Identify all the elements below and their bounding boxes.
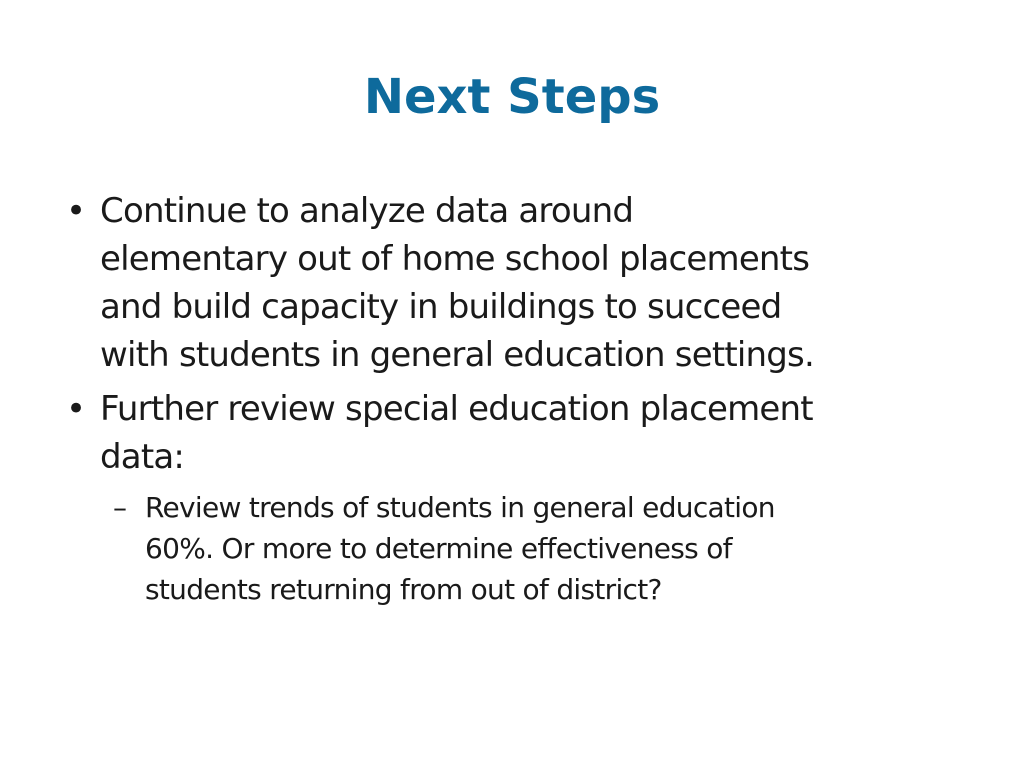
bullet-item xyxy=(60,187,970,379)
sub-bullet-text-line: Review trends of students in general education xyxy=(145,491,775,524)
bullet-text-line: and build capacity in buildings to succeed xyxy=(100,287,782,327)
bullet-text-line: Further review special education placement xyxy=(100,389,813,429)
bullet-text-line: Continue to analyze data around xyxy=(100,191,634,231)
sub-bullet-marker: – xyxy=(113,491,127,524)
bullet-text-line: elementary out of home school placements xyxy=(100,239,810,279)
bullet-text-line: with students in general education settings. xyxy=(100,335,814,375)
bullet-item xyxy=(60,385,970,481)
sub-bullet-text-line: students returning from out of district? xyxy=(145,573,662,606)
slide-title: Next Steps xyxy=(363,69,661,125)
sub-bullet-item xyxy=(60,487,970,610)
bullet-list xyxy=(60,187,970,610)
sub-bullet-text-line: 60%. Or more to determine effectiveness of xyxy=(145,532,732,565)
bullet-marker: • xyxy=(66,191,86,231)
bullet-text-line: data: xyxy=(100,437,185,477)
bullet-marker: • xyxy=(66,389,86,429)
